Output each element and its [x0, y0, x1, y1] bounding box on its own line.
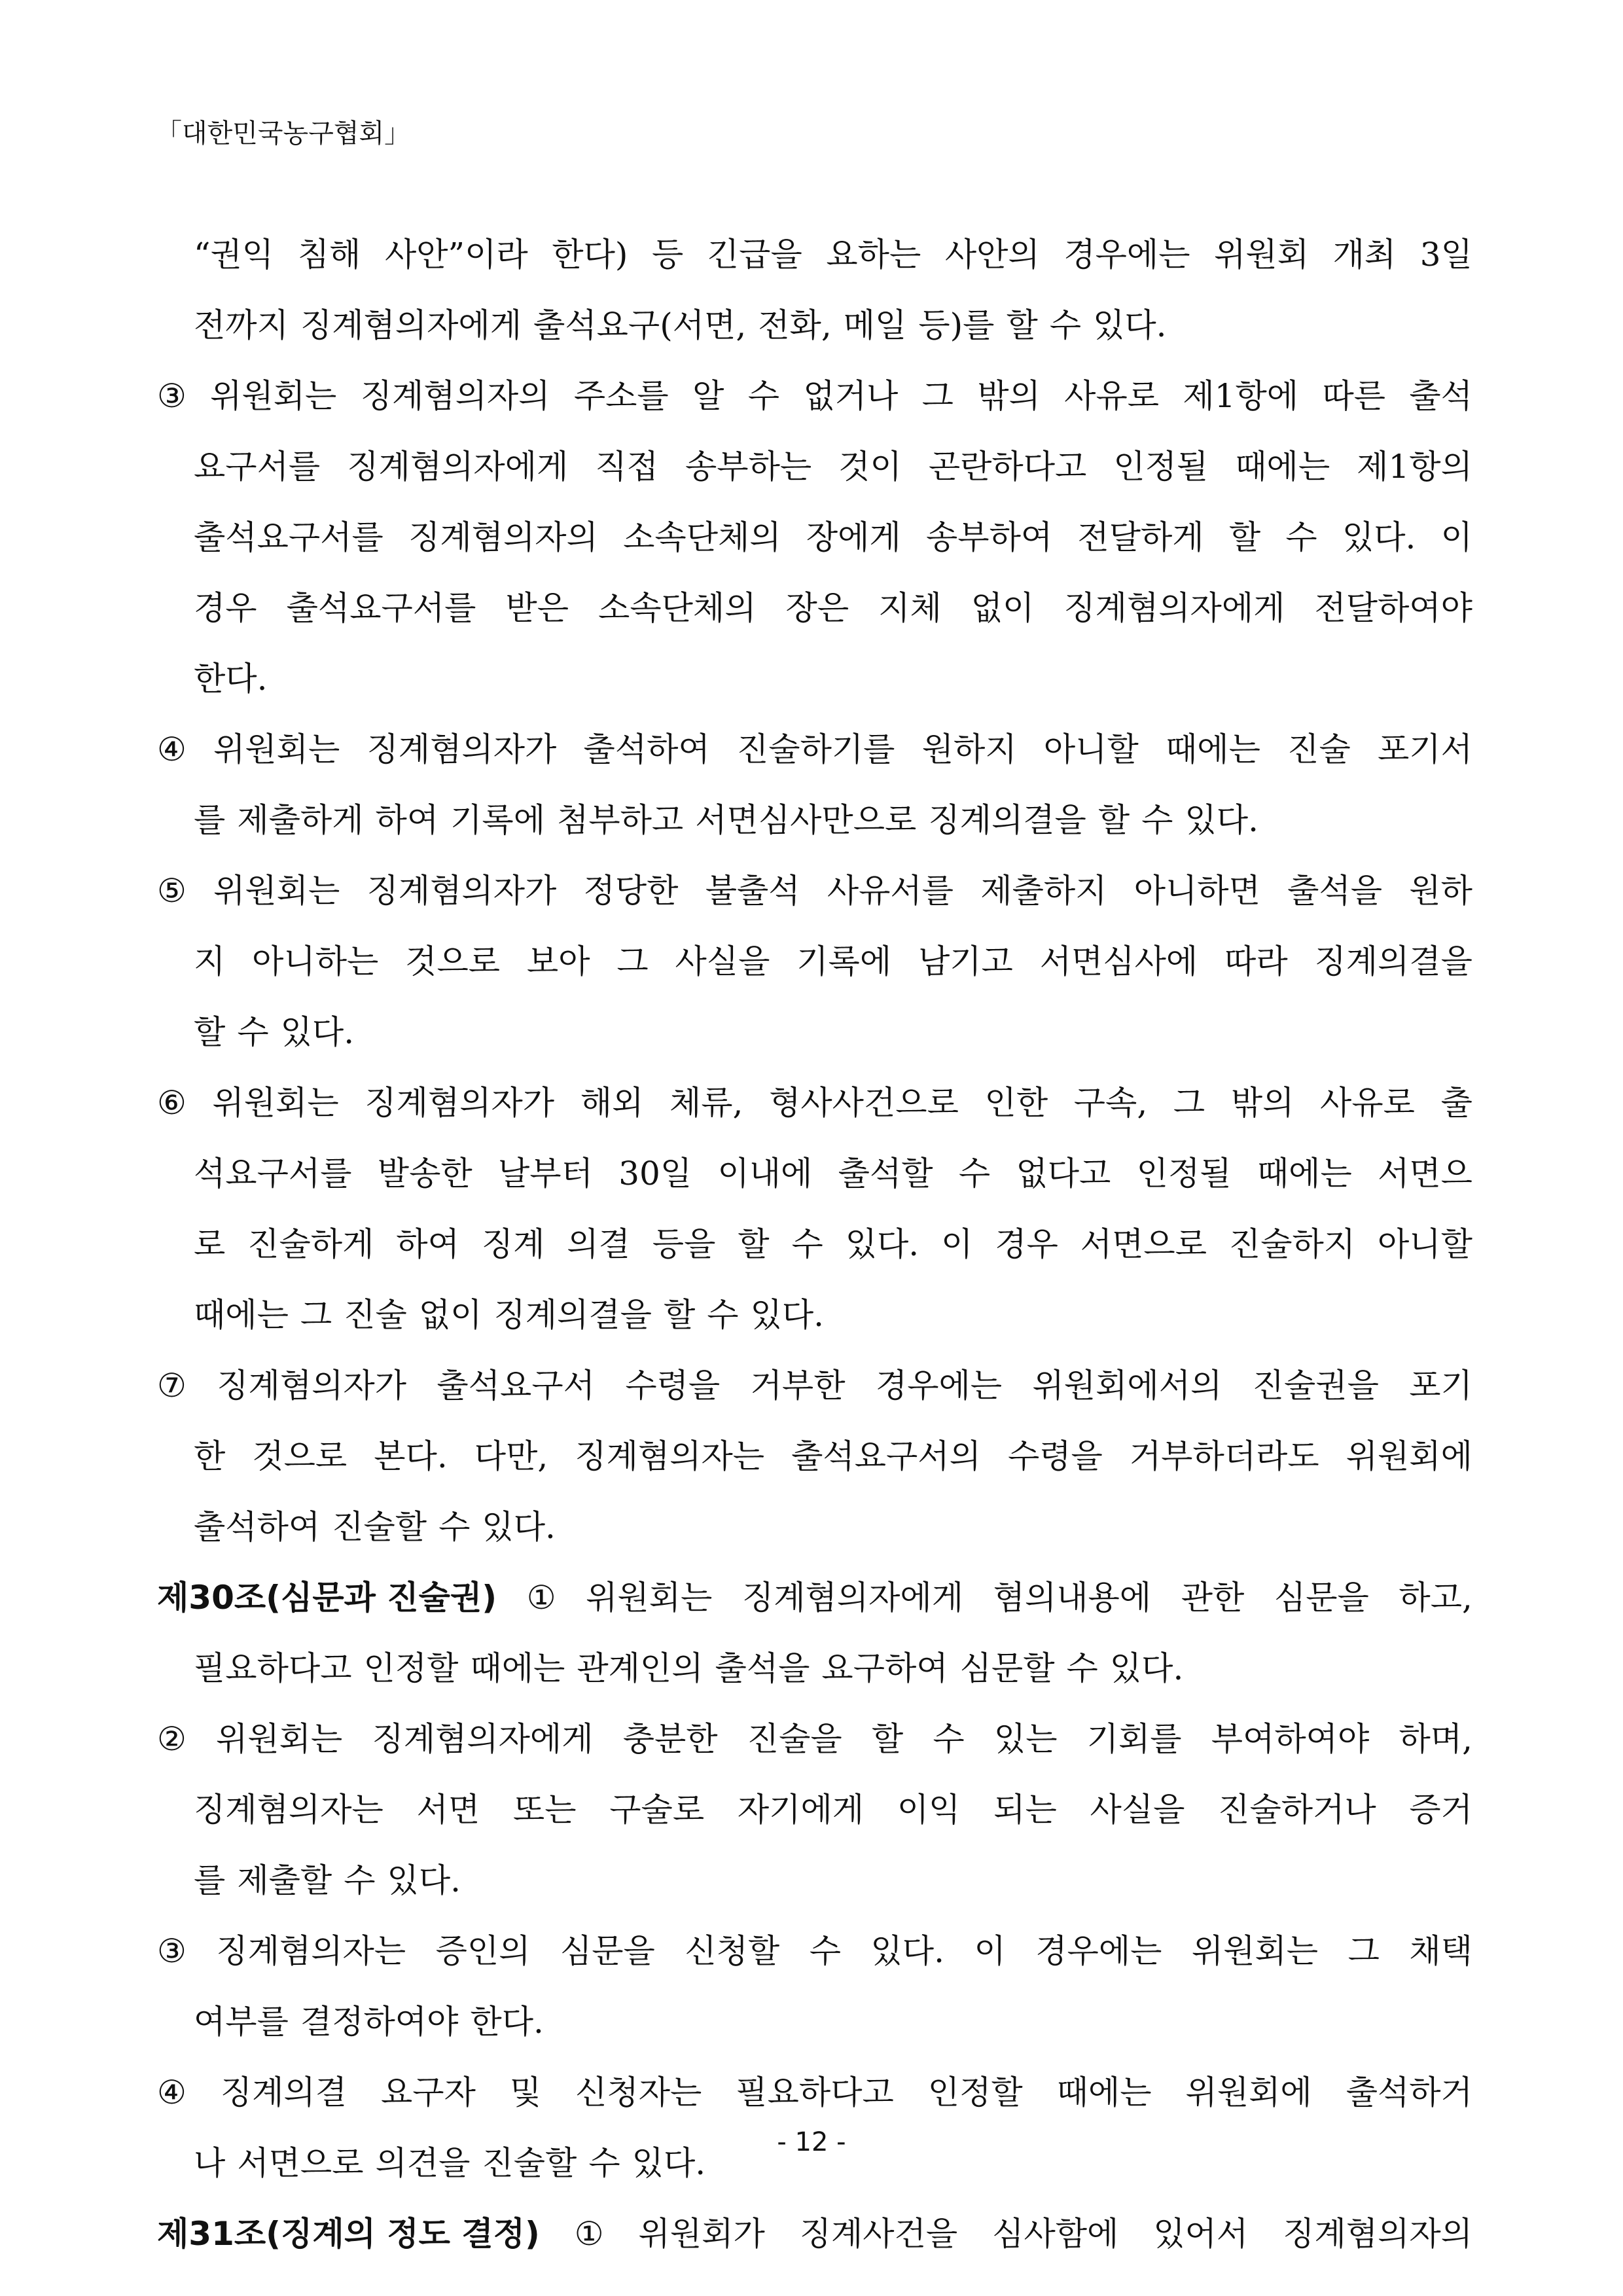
- word: 아니할: [1043, 730, 1139, 768]
- word: 없이: [418, 1296, 482, 1334]
- word: 진술권을: [1252, 1367, 1379, 1405]
- word: 수: [588, 2144, 620, 2182]
- word: 경우: [995, 1225, 1058, 1263]
- word: 채택: [1409, 1932, 1472, 1970]
- word: 인정될: [1136, 1155, 1232, 1193]
- word: 아니하면: [1133, 872, 1260, 910]
- word: 30일: [618, 1155, 692, 1193]
- word: 따른: [1322, 377, 1386, 415]
- word: 인정할: [363, 1649, 459, 1687]
- word: 여부를: [194, 2003, 289, 2041]
- word: 인정할: [927, 2073, 1023, 2111]
- word: 진술할: [482, 2144, 577, 2182]
- word: 사유로: [1320, 1084, 1415, 1122]
- text-line: [157, 1845, 1472, 1916]
- word: 사유서를: [827, 872, 954, 910]
- word: 심문할: [959, 1649, 1055, 1687]
- word: 부여하여야: [1211, 1720, 1370, 1758]
- word: 징계혐의자에게: [347, 448, 569, 486]
- word: 위원회에서의: [1032, 1367, 1222, 1405]
- word: 이: [1440, 518, 1472, 556]
- word: 수: [747, 377, 780, 415]
- word: 남기고: [918, 942, 1013, 980]
- word: 아니하는: [252, 942, 379, 980]
- word: 경우에는: [1063, 236, 1190, 274]
- word: 전화,: [758, 306, 832, 344]
- word: ④: [157, 2073, 187, 2111]
- word: 포기서: [1377, 730, 1472, 768]
- word: 출: [1440, 1084, 1472, 1122]
- word: 개최: [1332, 236, 1397, 274]
- word: 징계혐의자가: [365, 1084, 555, 1122]
- text-line: [157, 1492, 1472, 1562]
- word: 것이: [838, 448, 902, 486]
- word: 징계혐의자는: [194, 1791, 383, 1829]
- word: 그: [921, 377, 954, 415]
- word: 증인의: [435, 1932, 531, 1970]
- word: 징계혐의자가: [366, 730, 557, 768]
- word: 있는: [993, 1720, 1058, 1758]
- word: 기록에: [796, 942, 892, 980]
- word: 긴급을: [707, 236, 802, 274]
- word: 위원회는: [210, 377, 337, 415]
- text-line: [157, 431, 1472, 502]
- word: ④: [157, 730, 187, 768]
- word: 때에는: [1257, 1155, 1352, 1193]
- word: 본다.: [374, 1437, 448, 1475]
- word: 발송한: [377, 1155, 473, 1193]
- word: 있다.: [1109, 1649, 1184, 1687]
- text-line: [157, 855, 1472, 926]
- word: 출석요구서: [437, 1367, 595, 1405]
- word: 지체: [878, 589, 942, 627]
- word: 징계의결: [220, 2073, 347, 2111]
- word: 위원회에: [1346, 1437, 1472, 1475]
- word: 없이: [971, 589, 1035, 627]
- word: 사안”이라: [384, 236, 528, 274]
- word: 한다.: [470, 2003, 544, 2041]
- word: 경우에는: [1035, 1932, 1162, 1970]
- word: 서면: [416, 1791, 480, 1829]
- word: 수령을: [1007, 1437, 1103, 1475]
- text-line: [157, 1421, 1472, 1492]
- word: 수: [958, 1155, 991, 1193]
- word: 필요하다고: [736, 2073, 894, 2111]
- word: 진술하거나: [1218, 1791, 1376, 1829]
- word: 기회를: [1086, 1720, 1182, 1758]
- article-title: 제30조(심문과 진술권): [157, 1579, 497, 1617]
- word: 징계의결을: [493, 1296, 652, 1334]
- word: 증거: [1409, 1791, 1472, 1829]
- word: 징계혐의자가: [217, 1367, 407, 1405]
- word: 수: [1285, 518, 1317, 556]
- word: 그: [1347, 1932, 1380, 1970]
- word: 이익: [897, 1791, 961, 1829]
- word: 때에는: [1166, 730, 1260, 768]
- word: 형사사건으로: [769, 1084, 959, 1122]
- word: 거부한: [750, 1367, 846, 1405]
- word: ③: [157, 377, 187, 415]
- text-line: [157, 2057, 1472, 2128]
- text-line: [157, 1704, 1472, 1774]
- word: 거부하더라도: [1129, 1437, 1319, 1475]
- text-line: [157, 1280, 1472, 1350]
- word: 소속단체의: [623, 518, 781, 556]
- word: 심문을: [1274, 1579, 1369, 1617]
- word: 관한: [1181, 1579, 1245, 1617]
- word: 징계혐의자에게: [1063, 589, 1285, 627]
- word: 첨부하고: [557, 801, 684, 839]
- word: 송부하여: [925, 518, 1053, 556]
- word: 이: [974, 1932, 1006, 1970]
- word: 직접: [595, 448, 658, 486]
- word: 그: [1173, 1084, 1205, 1122]
- word: 사실을: [1090, 1791, 1185, 1829]
- word: 위원회는: [212, 1084, 339, 1122]
- word: 혐의내용에: [993, 1579, 1152, 1617]
- word: 진술하기를: [736, 730, 895, 768]
- word: 등: [651, 236, 684, 274]
- word: 서면으로: [237, 2144, 364, 2182]
- word: 할: [663, 1296, 696, 1334]
- word: 출석할: [838, 1155, 933, 1193]
- word: 경우에는: [875, 1367, 1003, 1405]
- word: ⑦: [157, 1367, 187, 1405]
- word: 충분한: [622, 1720, 718, 1758]
- word: 주소를: [573, 377, 669, 415]
- word: 3일: [1419, 236, 1472, 274]
- word: 진술: [1287, 730, 1351, 768]
- word: 징계사건을: [799, 2215, 958, 2253]
- word: 경우: [194, 589, 257, 627]
- word: 서면심사에: [1039, 942, 1198, 980]
- word: 한다.: [194, 660, 268, 698]
- word: 진술하게: [247, 1225, 374, 1263]
- word: 심문을: [560, 1932, 655, 1970]
- word: 수: [438, 1508, 471, 1546]
- text-line: [157, 1633, 1472, 1704]
- word: 징계혐의자에게: [372, 1720, 594, 1758]
- word: 하고,: [1399, 1579, 1472, 1617]
- word: 전달하여야: [1314, 589, 1472, 627]
- word: 서면심사만으로: [695, 801, 917, 839]
- word: 출석요구서를: [194, 518, 383, 556]
- word: 곤란하다고: [928, 448, 1087, 486]
- word: 때에는: [1235, 448, 1330, 486]
- word: ①: [526, 1579, 556, 1617]
- word: 있다.: [1093, 306, 1167, 344]
- word: ⑤: [157, 872, 187, 910]
- word: 제1항에: [1183, 377, 1299, 415]
- word: 전달하게: [1077, 518, 1204, 556]
- text-line: [157, 1916, 1472, 1986]
- word: 징계혐의자가: [366, 872, 557, 910]
- word: 할: [871, 1720, 904, 1758]
- word: 수: [809, 1932, 842, 1970]
- word: 보아: [526, 942, 590, 980]
- word: 수: [344, 1861, 376, 1899]
- word: 위원회는: [586, 1579, 713, 1617]
- text-line: [157, 643, 1472, 714]
- word: 제출하게: [237, 801, 364, 839]
- word: 받은: [505, 589, 569, 627]
- word: 이내에: [717, 1155, 813, 1193]
- word: 신청할: [685, 1932, 780, 1970]
- text-line: [157, 573, 1472, 643]
- word: 없거나: [803, 377, 899, 415]
- text-line: [157, 714, 1472, 785]
- word: 할: [1228, 518, 1261, 556]
- word: 구술로: [609, 1791, 705, 1829]
- text-line: [157, 785, 1472, 855]
- word: 징계: [481, 1225, 545, 1263]
- text-line: [157, 1774, 1472, 1845]
- word: 소속단체의: [598, 589, 757, 627]
- word: 정당한: [583, 872, 679, 910]
- word: 징계혐의자에게: [741, 1579, 964, 1617]
- word: 위원회는: [216, 1720, 343, 1758]
- word: 할: [1097, 801, 1130, 839]
- word: 있다.: [387, 1861, 461, 1899]
- word: 출석을: [715, 1649, 810, 1687]
- word: 출석요구서의: [791, 1437, 981, 1475]
- word: 징계의결을: [928, 801, 1086, 839]
- word: 로: [194, 1225, 226, 1263]
- word: 관계인의: [577, 1649, 704, 1687]
- word: 것으로: [252, 1437, 348, 1475]
- word: 하여: [375, 801, 439, 839]
- word: 그: [300, 1296, 332, 1334]
- word: 이: [941, 1225, 973, 1263]
- word: 의견을: [375, 2144, 471, 2182]
- document-body: [157, 219, 1472, 2269]
- word: 있다.: [750, 1296, 825, 1334]
- word: 때에는: [194, 1296, 289, 1334]
- word: 수: [1066, 1649, 1098, 1687]
- word: 할: [1006, 306, 1038, 344]
- word: 것으로: [405, 942, 501, 980]
- word: 인한: [984, 1084, 1048, 1122]
- word: 수: [791, 1225, 823, 1263]
- word: 포기: [1409, 1367, 1472, 1405]
- word: 징계혐의자는: [216, 1932, 406, 1970]
- word: 요구서를: [194, 448, 321, 486]
- word: 장에게: [806, 518, 901, 556]
- word: 요구하여: [821, 1649, 948, 1687]
- word: 출석을: [1287, 872, 1383, 910]
- word: 사안의: [944, 236, 1040, 274]
- word: 를: [194, 801, 226, 839]
- word: 수: [1141, 801, 1173, 839]
- word: 밖의: [1230, 1084, 1294, 1122]
- word: 하여: [396, 1225, 459, 1263]
- text-line: [157, 361, 1472, 431]
- word: 기록에: [450, 801, 546, 839]
- word: 결정하여야: [300, 2003, 459, 2041]
- word: 때에는: [470, 1649, 565, 1687]
- word: 불출석: [705, 872, 800, 910]
- word: 수: [707, 1296, 739, 1334]
- word: 하며,: [1399, 1720, 1472, 1758]
- text-line: [157, 1067, 1472, 1138]
- word: 사유로: [1064, 377, 1160, 415]
- word: 되는: [993, 1791, 1057, 1829]
- word: 있다.: [632, 2144, 706, 2182]
- word: 원하: [1409, 872, 1472, 910]
- text-line: [157, 926, 1472, 997]
- word: 진술할: [332, 1508, 427, 1546]
- word: 등을: [652, 1225, 716, 1263]
- word: 다만,: [474, 1437, 548, 1475]
- word: 한: [194, 1437, 226, 1475]
- word: 한다): [552, 236, 628, 274]
- word: 수령을: [625, 1367, 721, 1405]
- word: 위원회에: [1185, 2073, 1312, 2111]
- word: 출석: [1409, 377, 1472, 415]
- word: 또는: [512, 1791, 577, 1829]
- word: 징계의결을: [1314, 942, 1472, 980]
- word: 있다.: [482, 1508, 556, 1546]
- word: 출석하여: [194, 1508, 321, 1546]
- word: 출석요구서를: [286, 589, 476, 627]
- word: 징계혐의자의: [1283, 2215, 1472, 2253]
- word: 사실을: [675, 942, 770, 980]
- document-header: 「대한민국농구협회」: [156, 118, 411, 149]
- word: 위원회는: [213, 730, 340, 768]
- text-line: [157, 219, 1472, 290]
- word: 해외: [580, 1084, 644, 1122]
- word: 출석하여: [583, 730, 710, 768]
- word: 송부하는: [685, 448, 812, 486]
- word: 진술하지: [1228, 1225, 1356, 1263]
- word: 있다.: [1342, 518, 1416, 556]
- word: 수: [933, 1720, 965, 1758]
- word: 징계혐의자는: [575, 1437, 765, 1475]
- word: 요하는: [826, 236, 921, 274]
- word: 수: [1049, 306, 1082, 344]
- word: 메일: [843, 306, 907, 344]
- text-line: [157, 1138, 1472, 1209]
- word: 알: [692, 377, 724, 415]
- word: 자기에게: [737, 1791, 865, 1829]
- word: 제출할: [237, 1861, 332, 1899]
- word: 징계혐의자에게: [300, 306, 522, 344]
- word: ①: [574, 2215, 604, 2253]
- article-heading-line: [157, 1562, 1472, 1633]
- word: 아니할: [1377, 1225, 1472, 1263]
- word: 필요하다고: [194, 1649, 352, 1687]
- word: 요구자: [380, 2073, 476, 2111]
- word: 진술: [344, 1296, 407, 1334]
- word: 제출하지: [980, 872, 1107, 910]
- word: 위원회는: [213, 872, 340, 910]
- word: 서면으: [1378, 1155, 1472, 1193]
- word: 및: [509, 2073, 542, 2111]
- word: 위원회: [1214, 236, 1309, 274]
- word: 할: [194, 1013, 226, 1051]
- word: 있다.: [845, 1225, 919, 1263]
- word: 신청자는: [575, 2073, 702, 2111]
- word: 있다.: [1185, 801, 1258, 839]
- text-line: [157, 1209, 1472, 1280]
- word: 있다.: [280, 1013, 355, 1051]
- word: 있다.: [870, 1932, 944, 1970]
- word: 따라: [1224, 942, 1288, 980]
- word: 할: [738, 1225, 770, 1263]
- word: ⑥: [157, 1084, 187, 1122]
- word: 출석하거: [1346, 2073, 1472, 2111]
- word: 있어서: [1153, 2215, 1249, 2253]
- word: 심사함에: [992, 2215, 1119, 2253]
- word: 진술을: [747, 1720, 842, 1758]
- word: 구속,: [1073, 1084, 1148, 1122]
- word: 를: [194, 1861, 226, 1899]
- word: 침해: [297, 236, 361, 274]
- word: 나: [194, 2144, 226, 2182]
- word: 수: [237, 1013, 269, 1051]
- word: 그: [616, 942, 649, 980]
- text-line: [157, 1986, 1472, 2057]
- word: “권익: [194, 236, 274, 274]
- word: 석요구서를: [194, 1155, 352, 1193]
- page-number: - 12 -: [777, 2127, 846, 2157]
- word: 전까지: [194, 306, 289, 344]
- word: 제1항의: [1357, 448, 1472, 486]
- text-line: [157, 1350, 1472, 1421]
- text-line: [157, 502, 1472, 573]
- word: 원하지: [921, 730, 1017, 768]
- word: 지: [194, 942, 226, 980]
- word: 징계혐의자의: [360, 377, 550, 415]
- word: 등)를: [918, 306, 995, 344]
- word: ③: [157, 1932, 187, 1970]
- word: 체류,: [669, 1084, 743, 1122]
- word: 밖의: [977, 377, 1041, 415]
- word: 장은: [785, 589, 849, 627]
- word: 위원회가: [638, 2215, 765, 2253]
- word: 징계혐의자의: [408, 518, 598, 556]
- article-title: 제31조(징계의 정도 결정): [157, 2215, 540, 2253]
- text-line: [157, 997, 1472, 1067]
- article-heading-line: [157, 2198, 1472, 2269]
- word: 위원회는: [1191, 1932, 1319, 1970]
- word: 서면으로: [1080, 1225, 1207, 1263]
- word: 출석요구(서면,: [533, 306, 747, 344]
- word: ②: [157, 1720, 187, 1758]
- word: 날부터: [498, 1155, 593, 1193]
- word: 의결: [567, 1225, 630, 1263]
- word: 때에는: [1056, 2073, 1152, 2111]
- word: 인정될: [1113, 448, 1209, 486]
- text-line: [157, 290, 1472, 361]
- word: 없다고: [1016, 1155, 1111, 1193]
